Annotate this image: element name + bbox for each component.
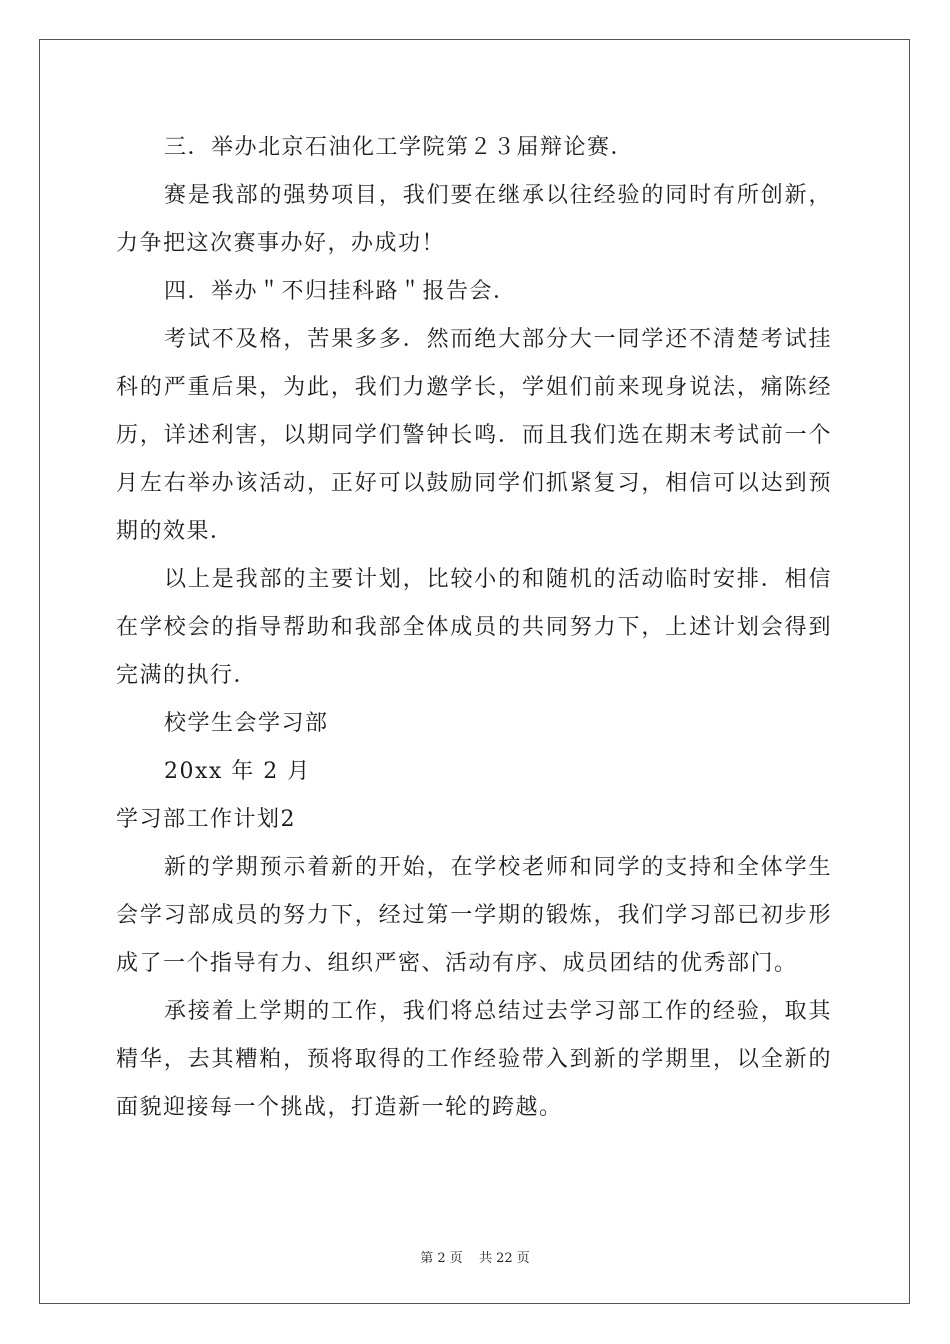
paragraph-report-body: 考试不及格，苦果多多．然而绝大部分大一同学还不清楚考试挂科的严重后果，为此，我们力邀学长，学姐们前来现身说法，痛陈经历，详述利害，以期同学们警钟长鸣．而且我们选在期末考试前一个月左右举办该活动，正好可以鼓励同学们抓紧复习，相信可以达到预期的效果． bbox=[116, 327, 832, 544]
paragraph-new-semester: 新的学期预示着新的开始，在学校老师和同学的支持和全体学生会学习部成员的努力下，经过第一学期的锻炼，我们学习部已初步形成了一个指导有力、组织严密、活动有序、成员团结的优秀部门。 bbox=[116, 855, 832, 976]
section-title-plan-2: 学习部工作计划2 bbox=[116, 807, 296, 832]
signature-date: 20xx 年 2 月 bbox=[164, 759, 311, 784]
page-total: 共 22 页 bbox=[478, 1251, 530, 1266]
paragraph-continuation: 承接着上学期的工作，我们将总结过去学习部工作的经验，取其精华，去其糟粕，预将取得的工作经验带入到新的学期里，以全新的面貌迎接每一个挑战，打造新一轮的跨越。 bbox=[116, 999, 832, 1120]
document-body bbox=[116, 124, 832, 1132]
paragraph-summary: 以上是我部的主要计划，比较小的和随机的活动临时安排．相信在学校会的指导帮助和我部全体成员的共同努力下，上述计划会得到完满的执行． bbox=[116, 567, 832, 688]
page-number: 第 2 页 bbox=[420, 1251, 463, 1266]
signature-organization: 校学生会学习部 bbox=[164, 711, 329, 736]
paragraph-debate-body: 赛是我部的强势项目，我们要在继承以往经验的同时有所创新，力争把这次赛事办好，办成功！ bbox=[116, 183, 832, 256]
paragraph-report-heading: 四．举办＂不归挂科路＂报告会． bbox=[164, 279, 517, 304]
paragraph-debate-heading: 三．举办北京石油化工学院第２３届辩论赛． bbox=[164, 135, 635, 160]
page-footer bbox=[0, 1247, 950, 1266]
